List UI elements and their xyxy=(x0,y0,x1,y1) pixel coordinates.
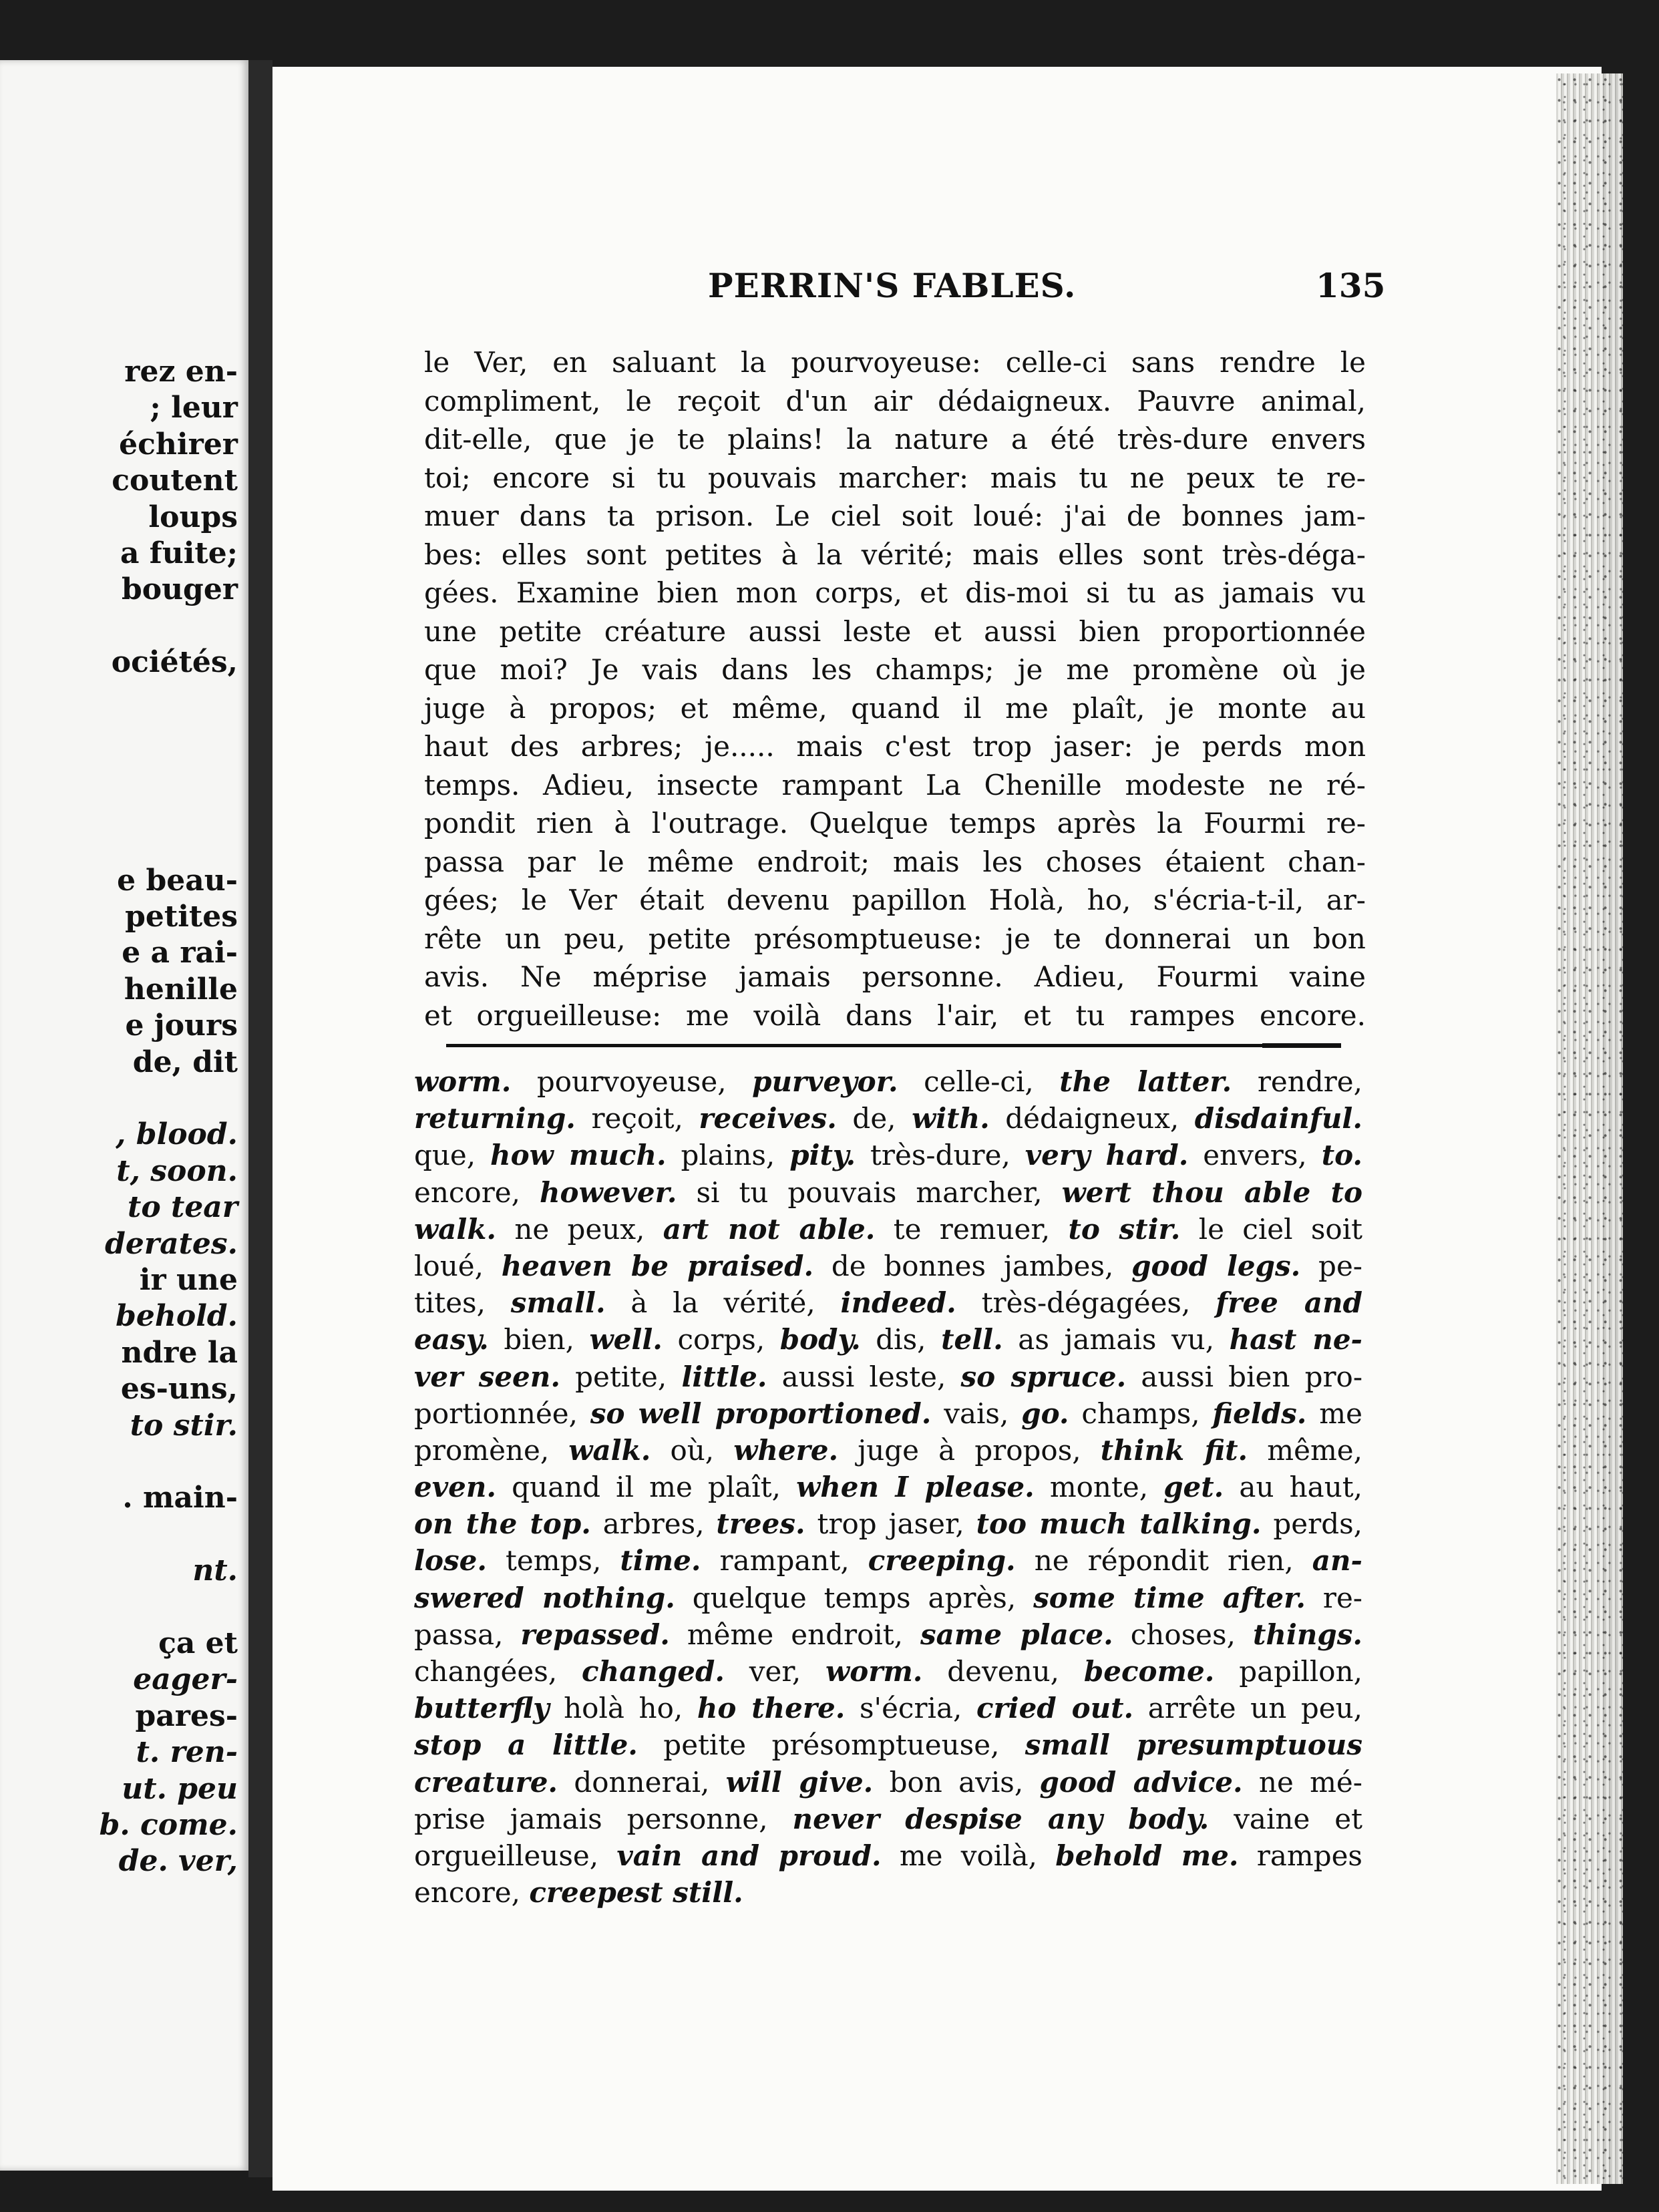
running-header xyxy=(708,266,1386,313)
note-term: si tu pouvais marcher, xyxy=(677,1175,1062,1209)
previous-page-line: de. ver, xyxy=(118,1844,238,1879)
note-term: ne peux, xyxy=(496,1212,663,1246)
note-term: vaine et xyxy=(1209,1802,1362,1835)
previous-page-line: t. ren- xyxy=(136,1735,238,1770)
note-line xyxy=(414,1174,1362,1211)
note-term: rampes xyxy=(1238,1839,1362,1872)
note-gloss: time. xyxy=(620,1544,701,1578)
note-gloss: swered nothing. xyxy=(414,1581,675,1614)
note-gloss: creature. xyxy=(414,1765,558,1799)
previous-page-line: bouger xyxy=(121,572,238,607)
note-term: quelque temps après, xyxy=(675,1581,1034,1614)
fable-line: temps. Adieu, insecte rampant La Chenille modeste ne ré- xyxy=(424,768,1366,801)
fable-line: compliment, le reçoit d'un air dédaigneux. Pauvre animal, xyxy=(424,384,1366,417)
note-term: de bonnes jambes, xyxy=(813,1249,1132,1282)
note-term: envers, xyxy=(1188,1139,1322,1172)
note-line xyxy=(414,1653,1362,1690)
page-edge-speckle xyxy=(1556,73,1623,2184)
note-gloss: heaven be praised. xyxy=(501,1249,814,1282)
note-term: où, xyxy=(651,1433,734,1467)
previous-page-line: ; leur xyxy=(150,391,238,425)
note-line xyxy=(414,1137,1362,1173)
note-line xyxy=(414,1321,1362,1358)
note-term: encore, xyxy=(414,1876,530,1909)
note-term: à la vérité, xyxy=(605,1286,841,1320)
note-gloss: easy. xyxy=(414,1323,489,1356)
note-gloss: things. xyxy=(1252,1618,1363,1651)
note-term: me voilà, xyxy=(881,1839,1056,1872)
note-gloss: with. xyxy=(912,1102,990,1135)
fable-line: muer dans ta prison. Le ciel soit loué: j'ai de bonnes jam- xyxy=(424,500,1366,532)
note-term: celle-ci, xyxy=(898,1065,1060,1098)
note-term: prise jamais personne, xyxy=(414,1802,793,1835)
note-gloss: fields. xyxy=(1212,1397,1307,1430)
note-gloss: creeping. xyxy=(868,1544,1016,1578)
note-line xyxy=(414,1837,1362,1874)
note-term: me xyxy=(1306,1397,1362,1430)
note-term: donnerai, xyxy=(558,1765,726,1799)
fable-line: que moi? Je vais dans les champs; je me promène où je xyxy=(424,653,1366,686)
note-term: bon avis, xyxy=(873,1765,1040,1799)
note-line xyxy=(414,1542,1362,1579)
note-term: reçoit, xyxy=(575,1102,699,1135)
previous-page-line: t, soon. xyxy=(116,1153,238,1188)
note-gloss: free and xyxy=(1216,1286,1362,1320)
fable-text xyxy=(424,343,1366,1035)
note-gloss: good legs. xyxy=(1131,1249,1301,1282)
note-term: quand il me plaît, xyxy=(496,1471,797,1504)
note-gloss: hast ne- xyxy=(1229,1323,1362,1356)
previous-page-line: de, dit xyxy=(132,1045,238,1079)
previous-page-line: ça et xyxy=(158,1626,238,1660)
note-gloss: good advice. xyxy=(1039,1765,1243,1799)
note-term: tites, xyxy=(414,1286,511,1320)
note-term: petite présomptueuse, xyxy=(637,1728,1025,1762)
note-term: champs, xyxy=(1069,1397,1213,1430)
note-gloss: never despise any body. xyxy=(792,1802,1210,1835)
note-line xyxy=(414,1211,1362,1248)
note-term: vais, xyxy=(931,1397,1022,1430)
note-gloss: think fit. xyxy=(1100,1433,1248,1467)
previous-page-line: . main- xyxy=(122,1481,238,1515)
vocabulary-notes xyxy=(414,1063,1362,1911)
note-gloss: worm. xyxy=(414,1065,512,1098)
note-line xyxy=(414,1690,1362,1726)
previous-page-line: petites xyxy=(125,900,238,934)
note-gloss: the latter. xyxy=(1059,1065,1232,1098)
note-line xyxy=(414,1726,1362,1763)
note-gloss: art not able. xyxy=(663,1212,876,1246)
note-line xyxy=(414,1063,1362,1100)
note-gloss: creepest still. xyxy=(529,1876,743,1909)
note-line xyxy=(414,1432,1362,1469)
fable-line: dit-elle, que je te plains! la nature a été très-dure envers xyxy=(424,423,1366,455)
previous-page-line: es-uns, xyxy=(120,1372,238,1407)
note-gloss: changed. xyxy=(582,1655,725,1688)
fable-line: gées. Examine bien mon corps, et dis-moi si tu as jamais vu xyxy=(424,576,1366,609)
note-term: que, xyxy=(414,1139,491,1172)
note-term: ne mé- xyxy=(1242,1765,1362,1799)
note-term: orgueilleuse, xyxy=(414,1839,617,1872)
previous-page-line: nt. xyxy=(192,1553,238,1588)
previous-page-line: e beau- xyxy=(117,863,238,898)
note-term: rampant, xyxy=(701,1544,868,1578)
note-term: holà ho, xyxy=(549,1692,697,1725)
note-term: portionnée, xyxy=(414,1397,590,1430)
note-gloss: how much. xyxy=(490,1139,667,1172)
note-term: passa, xyxy=(414,1618,521,1651)
separator-rule xyxy=(446,1044,1341,1047)
note-term: loué, xyxy=(414,1249,502,1282)
previous-page-line: ociétés, xyxy=(111,645,238,680)
previous-page-line: to tear xyxy=(128,1190,238,1225)
note-term: petite, xyxy=(560,1360,682,1393)
note-gloss: even. xyxy=(414,1471,497,1504)
note-line xyxy=(414,1469,1362,1505)
note-gloss: on the top. xyxy=(414,1507,591,1541)
note-term: ne répondit rien, xyxy=(1015,1544,1312,1578)
note-term: temps, xyxy=(486,1544,620,1578)
fable-line: rête un peu, petite présomptueuse: je te donnerai un bon xyxy=(424,922,1366,955)
fable-line: le Ver, en saluant la pourvoyeuse: celle-ci sans rendre le xyxy=(424,346,1366,379)
note-gloss: get. xyxy=(1163,1471,1224,1504)
fable-line: avis. Ne méprise jamais personne. Adieu, Fourmi vaine xyxy=(424,960,1366,993)
note-gloss: when I please. xyxy=(796,1471,1035,1504)
note-gloss: where. xyxy=(733,1433,839,1467)
fable-line: haut des arbres; je..... mais c'est trop jaser: je perds mon xyxy=(424,730,1366,763)
previous-page-line: e a rai- xyxy=(122,936,238,970)
note-term: changées, xyxy=(414,1655,582,1688)
note-term: perds, xyxy=(1261,1507,1362,1541)
previous-page-line: b. come. xyxy=(99,1808,238,1842)
note-gloss: ho there. xyxy=(697,1692,846,1725)
previous-page-line: henille xyxy=(124,972,238,1006)
note-gloss: go. xyxy=(1021,1397,1069,1430)
note-gloss: wert thou able to xyxy=(1061,1175,1362,1209)
note-gloss: stop a little. xyxy=(414,1728,638,1762)
note-term: même, xyxy=(1248,1433,1362,1467)
note-gloss: ver seen. xyxy=(414,1360,560,1393)
note-gloss: purveyor. xyxy=(752,1065,898,1098)
note-gloss: receives. xyxy=(699,1102,837,1135)
previous-page-line: a fuite; xyxy=(120,536,238,570)
note-term: pourvoyeuse, xyxy=(511,1065,753,1098)
previous-page-line: coutent xyxy=(112,464,238,498)
note-gloss: some time after. xyxy=(1033,1581,1306,1614)
note-line xyxy=(414,1580,1362,1616)
note-line xyxy=(414,1358,1362,1395)
note-term: re- xyxy=(1306,1581,1362,1614)
note-term: ver, xyxy=(724,1655,826,1688)
note-gloss: behold me. xyxy=(1055,1839,1239,1872)
note-gloss: vain and proud. xyxy=(616,1839,882,1872)
note-term: promène, xyxy=(414,1433,569,1467)
note-term: corps, xyxy=(662,1323,780,1356)
book-gutter xyxy=(248,60,272,2177)
fable-line: gées; le Ver était devenu papillon Holà, ho, s'écria-t-il, ar- xyxy=(424,884,1366,916)
note-gloss: to. xyxy=(1321,1139,1362,1172)
note-gloss: disdainful. xyxy=(1194,1102,1363,1135)
note-line xyxy=(414,1801,1362,1837)
note-line xyxy=(414,1616,1362,1653)
note-gloss: trees. xyxy=(716,1507,805,1541)
note-gloss: so well proportioned. xyxy=(590,1397,932,1430)
note-gloss: walk. xyxy=(414,1212,497,1246)
note-term: devenu, xyxy=(922,1655,1084,1688)
previous-page-line: rez en- xyxy=(124,355,238,389)
note-term: dis, xyxy=(860,1323,942,1356)
previous-page-line: , blood. xyxy=(116,1117,238,1152)
note-gloss: same place. xyxy=(920,1618,1113,1651)
note-gloss: returning. xyxy=(414,1102,576,1135)
note-term: dédaigneux, xyxy=(989,1102,1195,1135)
note-gloss: tell. xyxy=(941,1323,1003,1356)
note-gloss: so spruce. xyxy=(960,1360,1127,1393)
note-gloss: will give. xyxy=(725,1765,874,1799)
note-gloss: butterfly xyxy=(414,1692,550,1725)
note-term: arrête un peu, xyxy=(1133,1692,1363,1725)
note-term: très-dégagées, xyxy=(956,1286,1216,1320)
note-gloss: small presumptuous xyxy=(1025,1728,1362,1762)
note-gloss: however. xyxy=(540,1175,677,1209)
note-term: aussi leste, xyxy=(767,1360,961,1393)
previous-page-line: loups xyxy=(148,500,238,534)
note-gloss: lose. xyxy=(414,1544,487,1578)
previous-page-line: to stir. xyxy=(130,1408,238,1443)
note-term: de, xyxy=(836,1102,912,1135)
note-gloss: an- xyxy=(1312,1544,1362,1578)
note-line xyxy=(414,1100,1362,1137)
fable-line: juge à propos; et même, quand il me plaît, je monte au xyxy=(424,691,1366,725)
fable-line: bes: elles sont petites à la vérité; mais elles sont très-déga- xyxy=(424,538,1366,571)
note-term: trop jaser, xyxy=(805,1507,976,1541)
page-number: 135 xyxy=(1316,266,1386,305)
previous-page-line: behold. xyxy=(116,1299,238,1334)
note-term: même endroit, xyxy=(669,1618,921,1651)
note-term: papillon, xyxy=(1214,1655,1362,1688)
previous-page-line: pares- xyxy=(135,1698,238,1733)
previous-page xyxy=(0,60,248,2171)
previous-page-line: ir une xyxy=(139,1263,238,1297)
previous-page-line: échirer xyxy=(119,427,238,462)
note-gloss: small. xyxy=(510,1286,606,1320)
separator-rule-thick xyxy=(1262,1043,1341,1048)
note-term: arbres, xyxy=(590,1507,717,1541)
note-gloss: become. xyxy=(1083,1655,1215,1688)
previous-page-line: ut. peu xyxy=(122,1771,238,1806)
note-gloss: to stir. xyxy=(1068,1212,1181,1246)
note-term: très-dure, xyxy=(856,1139,1025,1172)
note-term: juge à propos, xyxy=(838,1433,1101,1467)
note-term: te remuer, xyxy=(875,1212,1069,1246)
note-term: aussi bien pro- xyxy=(1126,1360,1363,1393)
note-term: le ciel soit xyxy=(1180,1212,1363,1246)
previous-page-line: derates. xyxy=(105,1226,238,1261)
note-line xyxy=(414,1284,1362,1321)
note-gloss: indeed. xyxy=(840,1286,956,1320)
note-gloss: cried out. xyxy=(976,1692,1134,1725)
fable-line: passa par le même endroit; mais les choses étaient chan- xyxy=(424,845,1366,878)
note-line xyxy=(414,1395,1362,1432)
previous-page-line: ndre la xyxy=(121,1335,238,1370)
fable-line: toi; encore si tu pouvais marcher: mais tu ne peux te re- xyxy=(424,461,1366,494)
note-term: plains, xyxy=(666,1139,790,1172)
note-gloss: pity. xyxy=(789,1139,856,1172)
note-term: pe- xyxy=(1300,1249,1362,1282)
fable-line: et orgueilleuse: me voilà dans l'air, et tu rampes encore. xyxy=(424,998,1366,1032)
note-line xyxy=(414,1764,1362,1801)
note-gloss: repassed. xyxy=(520,1618,670,1651)
note-gloss: body. xyxy=(779,1323,861,1356)
note-gloss: very hard. xyxy=(1025,1139,1189,1172)
note-term: as jamais vu, xyxy=(1002,1323,1230,1356)
note-term: choses, xyxy=(1113,1618,1253,1651)
fable-line: pondit rien à l'outrage. Quelque temps après la Fourmi re- xyxy=(424,807,1366,840)
note-term: au haut, xyxy=(1224,1471,1363,1504)
note-gloss: well. xyxy=(589,1323,663,1356)
note-term: encore, xyxy=(414,1175,540,1209)
note-line xyxy=(414,1874,1362,1911)
running-title: PERRIN'S FABLES. xyxy=(708,266,1077,305)
note-term: s'écria, xyxy=(845,1692,976,1725)
note-gloss: walk. xyxy=(568,1433,651,1467)
previous-page-line: eager- xyxy=(133,1662,238,1697)
note-line xyxy=(414,1248,1362,1284)
fable-line: une petite créature aussi leste et aussi bien proportionnée xyxy=(424,614,1366,648)
note-term: bien, xyxy=(488,1323,590,1356)
note-gloss: little. xyxy=(681,1360,767,1393)
note-term: monte, xyxy=(1034,1471,1164,1504)
note-line xyxy=(414,1505,1362,1542)
previous-page-line: e jours xyxy=(125,1008,238,1043)
note-gloss: worm. xyxy=(825,1655,923,1688)
note-term: rendre, xyxy=(1232,1065,1362,1098)
note-gloss: too much talking. xyxy=(976,1507,1262,1541)
